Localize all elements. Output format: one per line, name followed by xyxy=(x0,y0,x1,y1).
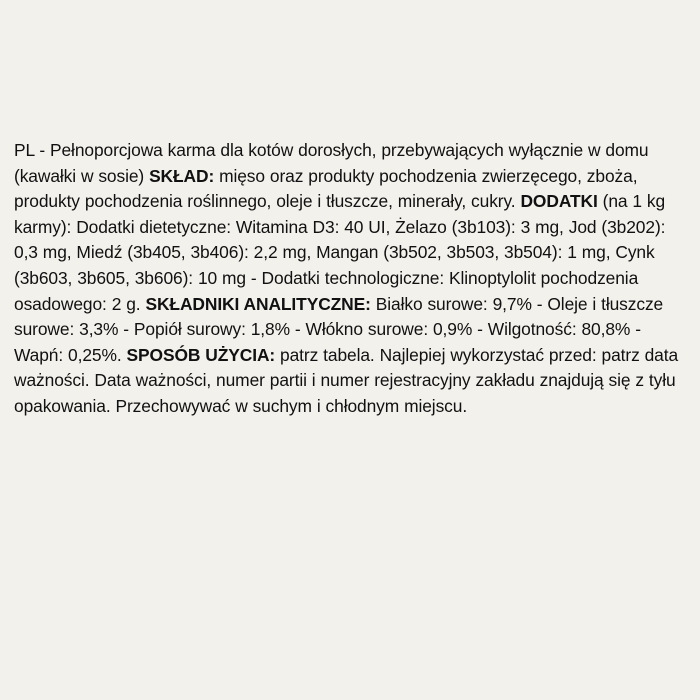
additives-body: (na 1 kg karmy): Dodatki dietetyczne: Witamina D3: 40 UI, Żelazo (3b103): 3 mg, Jod (3b202): 0,3 mg, Miedź (3b405, 3b406): 2,2 mg, Mangan (3b502, 3b503, 3b504): 1 mg, Cynk (3b603, 3b605, 3b606): 10 mg - Dodatki technologiczne: Klinoptylolit pochodzenia osadowego: 2 g. xyxy=(14,191,666,314)
usage-instructions-heading: SPOSÓB UŻYCIA: xyxy=(126,344,276,365)
label-text-block xyxy=(14,138,686,420)
composition-body: mięso oraz produkty pochodzenia zwierzęcego, zboża, produkty pochodzenia roślinnego, oleje i tłuszcze, minerały, cukry. xyxy=(14,165,638,212)
analytical-constituents-body: Białko surowe: 9,7% - Oleje i tłuszcze surowe: 3,3% - Popiół surowy: 1,8% - Włókno surowe: 0,9% - Wilgotność: 80,8% - Wapń: 0,25%. xyxy=(14,293,664,365)
analytical-constituents-heading: SKŁADNIKI ANALITYCZNE: xyxy=(145,293,371,314)
composition-heading: SKŁAD: xyxy=(149,165,215,186)
label-heading: PL - Pełnoporcjowa karma dla kotów dorosłych, przebywających wyłącznie w domu (kawałki w sosie) xyxy=(14,140,649,186)
additives-heading: DODATKI xyxy=(520,191,598,212)
usage-instructions-body: patrz tabela. Najlepiej wykorzystać przed: patrz data ważności. Data ważności, numer partii i numer rejestracyjny zakładu znajdują się z tyłu opakowania. Przechowywać w suchym i chłodnym miejscu. xyxy=(14,344,679,416)
